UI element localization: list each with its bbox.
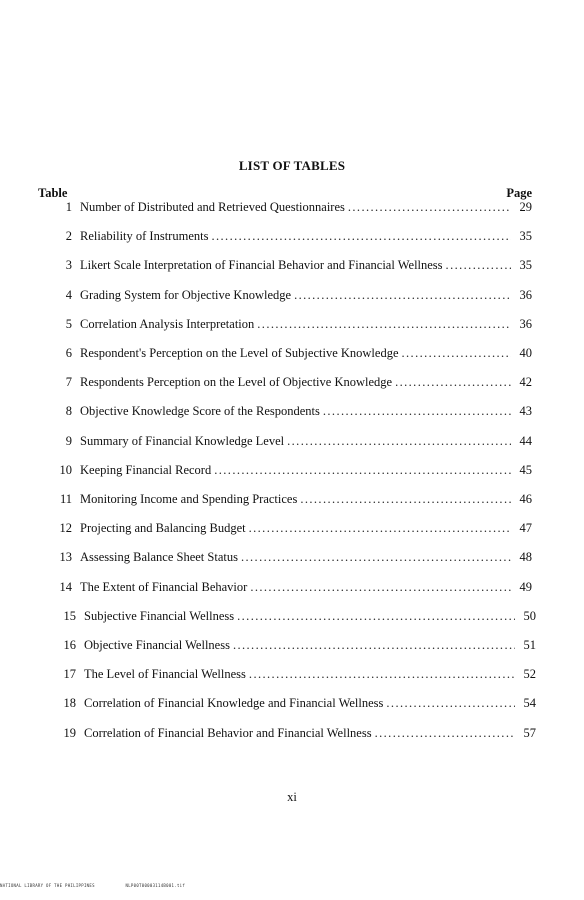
list-item (56, 404, 532, 422)
page-ref: 48 (519, 550, 532, 565)
table-title: Likert Scale Interpretation of Financial Behavior and Financial Wellness (80, 258, 443, 273)
page-ref: 50 (523, 608, 536, 623)
table-number: 12 (59, 521, 72, 536)
list-item (56, 346, 532, 364)
table-title: Summary of Financial Knowledge Level (80, 433, 285, 448)
table-title: The Extent of Financial Behavior (80, 579, 248, 594)
page-ref: 54 (523, 696, 536, 711)
page-ref: 47 (519, 521, 532, 536)
list-item (60, 667, 536, 685)
page-ref: 29 (519, 200, 532, 214)
scan-footer-library: NATIONAL LIBRARY OF THE PHILIPPINES (0, 883, 95, 888)
table-title: Correlation Analysis Interpretation (80, 316, 255, 331)
dot-leader (300, 492, 511, 507)
dot-leader (233, 638, 515, 653)
list-item (56, 288, 532, 306)
page-ref: 43 (519, 404, 532, 419)
list-item (56, 375, 532, 393)
dot-leader (402, 346, 512, 361)
dot-leader (241, 550, 511, 565)
dot-leader (395, 375, 511, 390)
page-ref: 45 (519, 462, 532, 477)
table-number: 13 (59, 550, 72, 565)
page-ref: 35 (519, 258, 532, 273)
list-item (56, 463, 532, 481)
table-number: 15 (63, 608, 76, 623)
table-title: Respondent's Perception on the Level of Subjective Knowledge (80, 346, 399, 360)
table-column-header: Table (38, 186, 68, 200)
dot-leader (237, 609, 515, 624)
page-ref: 42 (519, 375, 532, 390)
table-title: Objective Financial Wellness (84, 638, 230, 652)
table-number: 16 (63, 638, 76, 652)
dot-leader (446, 258, 511, 273)
page-ref: 51 (523, 638, 536, 652)
table-number: 3 (65, 258, 72, 273)
dot-leader (386, 696, 515, 711)
table-title: The Level of Financial Wellness (84, 667, 246, 682)
dot-leader (287, 434, 511, 449)
list-item (56, 258, 532, 276)
page-ref: 49 (519, 579, 532, 594)
table-number: 18 (63, 696, 76, 711)
page-ref: 36 (519, 316, 532, 331)
scan-footer (0, 883, 213, 888)
table-title: Respondents Perception on the Level of Objective Knowledge (80, 375, 393, 390)
list-item (60, 696, 536, 714)
page-ref: 46 (519, 492, 532, 506)
list-item (56, 229, 532, 247)
table-number: 1 (65, 200, 72, 214)
page-ref: 35 (519, 229, 532, 244)
table-number: 6 (65, 346, 72, 360)
page-title: LIST OF TABLES (238, 158, 346, 173)
dot-leader (375, 726, 515, 741)
page-number: xi (287, 790, 297, 804)
dot-leader (214, 463, 511, 478)
list-item (56, 492, 532, 510)
list-item (56, 200, 532, 218)
dot-leader (257, 317, 511, 332)
table-number: 10 (59, 462, 72, 477)
dot-leader (249, 667, 515, 682)
list-item (56, 580, 532, 598)
table-number: 2 (65, 229, 72, 244)
page-ref: 44 (519, 433, 532, 448)
page-column-header: Page (506, 186, 532, 200)
page-ref: 52 (523, 667, 536, 682)
table-title: Assessing Balance Sheet Status (80, 550, 238, 565)
dot-leader (348, 200, 511, 215)
page-ref: 57 (523, 725, 536, 740)
page-ref: 36 (519, 287, 532, 302)
scan-footer-file: NLP00T00003114B001.tif (125, 883, 186, 888)
list-item (60, 609, 536, 627)
table-title: Objective Knowledge Score of the Respondents (80, 404, 320, 419)
table-number: 9 (65, 433, 72, 448)
table-title: Monitoring Income and Spending Practices (80, 492, 298, 506)
table-number: 19 (63, 725, 76, 740)
list-item (56, 434, 532, 452)
table-title: Projecting and Balancing Budget (80, 521, 246, 536)
list-item (56, 550, 532, 568)
table-number: 4 (65, 287, 72, 302)
table-title: Subjective Financial Wellness (84, 608, 235, 623)
table-number: 11 (59, 492, 72, 506)
dot-leader (250, 580, 511, 595)
table-title: Number of Distributed and Retrieved Questionnaires (80, 200, 345, 214)
list-item (56, 521, 532, 539)
table-title: Reliability of Instruments (80, 229, 209, 244)
table-title: Keeping Financial Record (80, 462, 212, 477)
table-number: 5 (65, 316, 72, 331)
table-number: 14 (59, 579, 72, 594)
dot-leader (323, 404, 511, 419)
page-ref: 40 (519, 346, 532, 360)
list-item (60, 726, 536, 744)
table-title: Correlation of Financial Knowledge and Financial Wellness (84, 696, 384, 711)
list-item (56, 317, 532, 335)
table-number: 7 (65, 375, 72, 390)
dot-leader (211, 229, 511, 244)
dot-leader (249, 521, 511, 536)
table-title: Grading System for Objective Knowledge (80, 287, 292, 302)
table-number: 8 (65, 404, 72, 419)
table-title: Correlation of Financial Behavior and Financial Wellness (84, 725, 372, 740)
table-number: 17 (63, 667, 76, 682)
list-item (60, 638, 536, 656)
dot-leader (294, 288, 511, 303)
